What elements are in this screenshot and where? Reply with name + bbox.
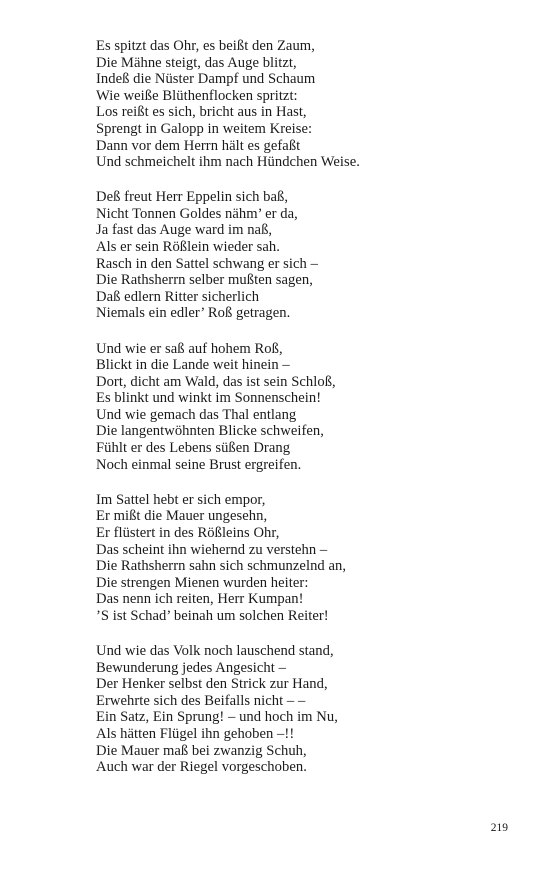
verse-line: Es blinkt und winkt im Sonnenschein! bbox=[96, 390, 322, 407]
verse-line: Es spitzt das Ohr, es beißt den Zaum, bbox=[96, 38, 315, 54]
verse-line: Die Mähne steigt, das Auge blitzt, bbox=[96, 54, 297, 71]
verse-line: Deß freut Herr Eppelin sich baß, bbox=[96, 189, 289, 206]
verse-line: Dann vor dem Herrn hält es gefaßt bbox=[96, 137, 301, 154]
verse-line: Das scheint ihn wiehernd zu verstehn – bbox=[96, 541, 328, 558]
verse-line: Erwehrte sich des Beifalls nicht – – bbox=[96, 692, 306, 709]
verse-line: Und wie gemach das Thal entlang bbox=[96, 406, 297, 423]
verse-line: Und schmeichelt ihm nach Hündchen Weise. bbox=[96, 154, 360, 171]
verse-line: Daß edlern Ritter sicherlich bbox=[96, 288, 260, 305]
verse-line: Sprengt in Galopp in weitem Kreise: bbox=[96, 120, 313, 137]
verse-line: Bewunderung jedes Angesicht – bbox=[96, 659, 286, 676]
stanza bbox=[96, 189, 516, 322]
verse-line: Nicht Tonnen Goldes nähm’ er da, bbox=[96, 205, 298, 222]
verse-line: Als hätten Flügel ihn gehoben –!! bbox=[96, 725, 295, 742]
verse-line: Rasch in den Sattel schwang er sich – bbox=[96, 255, 318, 272]
verse-line: Die langentwöhnten Blicke schweifen, bbox=[96, 423, 324, 440]
stanza bbox=[96, 341, 516, 474]
verse-line: Dort, dicht am Wald, das ist sein Schloß, bbox=[96, 373, 336, 390]
verse-line: Und wie das Volk noch lauschend stand, bbox=[96, 643, 334, 659]
verse-line: Indeß die Nüster Dampf und Schaum bbox=[96, 71, 316, 88]
page-number: 219 bbox=[490, 822, 508, 834]
verse-line: Die Rathsherrn sahn sich schmunzelnd an, bbox=[96, 558, 347, 575]
verse-line: Als er sein Rößlein wieder sah. bbox=[96, 239, 280, 256]
poem-text bbox=[96, 38, 516, 794]
verse-line: Die Mauer maß bei zwanzig Schuh, bbox=[96, 742, 307, 759]
verse-line: Blickt in die Lande weit hinein – bbox=[96, 357, 290, 374]
verse-line: Wie weiße Blüthenflocken spritzt: bbox=[96, 87, 298, 104]
stanza bbox=[96, 38, 516, 171]
verse-line: Los reißt es sich, bricht aus in Hast, bbox=[96, 104, 307, 121]
verse-line: Im Sattel hebt er sich empor, bbox=[96, 491, 266, 508]
verse-line: Fühlt er des Lebens süßen Drang bbox=[96, 440, 291, 457]
verse-line: Noch einmal seine Brust ergreifen. bbox=[96, 456, 302, 473]
stanza bbox=[96, 643, 516, 776]
verse-line: Ein Satz, Ein Sprung! – und hoch im Nu, bbox=[96, 709, 338, 726]
verse-line: Niemals ein edler’ Roß getragen. bbox=[96, 305, 291, 322]
verse-line: Ja fast das Auge ward im naß, bbox=[96, 222, 273, 239]
verse-line: ’S ist Schad’ beinah um solchen Reiter! bbox=[96, 607, 329, 624]
verse-line: Die Rathsherrn selber mußten sagen, bbox=[96, 272, 313, 289]
verse-line: Und wie er saß auf hohem Roß, bbox=[96, 340, 283, 357]
verse-line: Der Henker selbst den Strick zur Hand, bbox=[96, 676, 328, 693]
stanza bbox=[96, 492, 516, 625]
verse-line: Das nenn ich reiten, Herr Kumpan! bbox=[96, 591, 304, 608]
verse-line: Auch war der Riegel vorgeschoben. bbox=[96, 759, 307, 776]
verse-line: Die strengen Mienen wurden heiter: bbox=[96, 574, 309, 591]
verse-line: Er flüstert in des Rößleins Ohr, bbox=[96, 524, 280, 541]
verse-line: Er mißt die Mauer ungesehn, bbox=[96, 508, 268, 525]
